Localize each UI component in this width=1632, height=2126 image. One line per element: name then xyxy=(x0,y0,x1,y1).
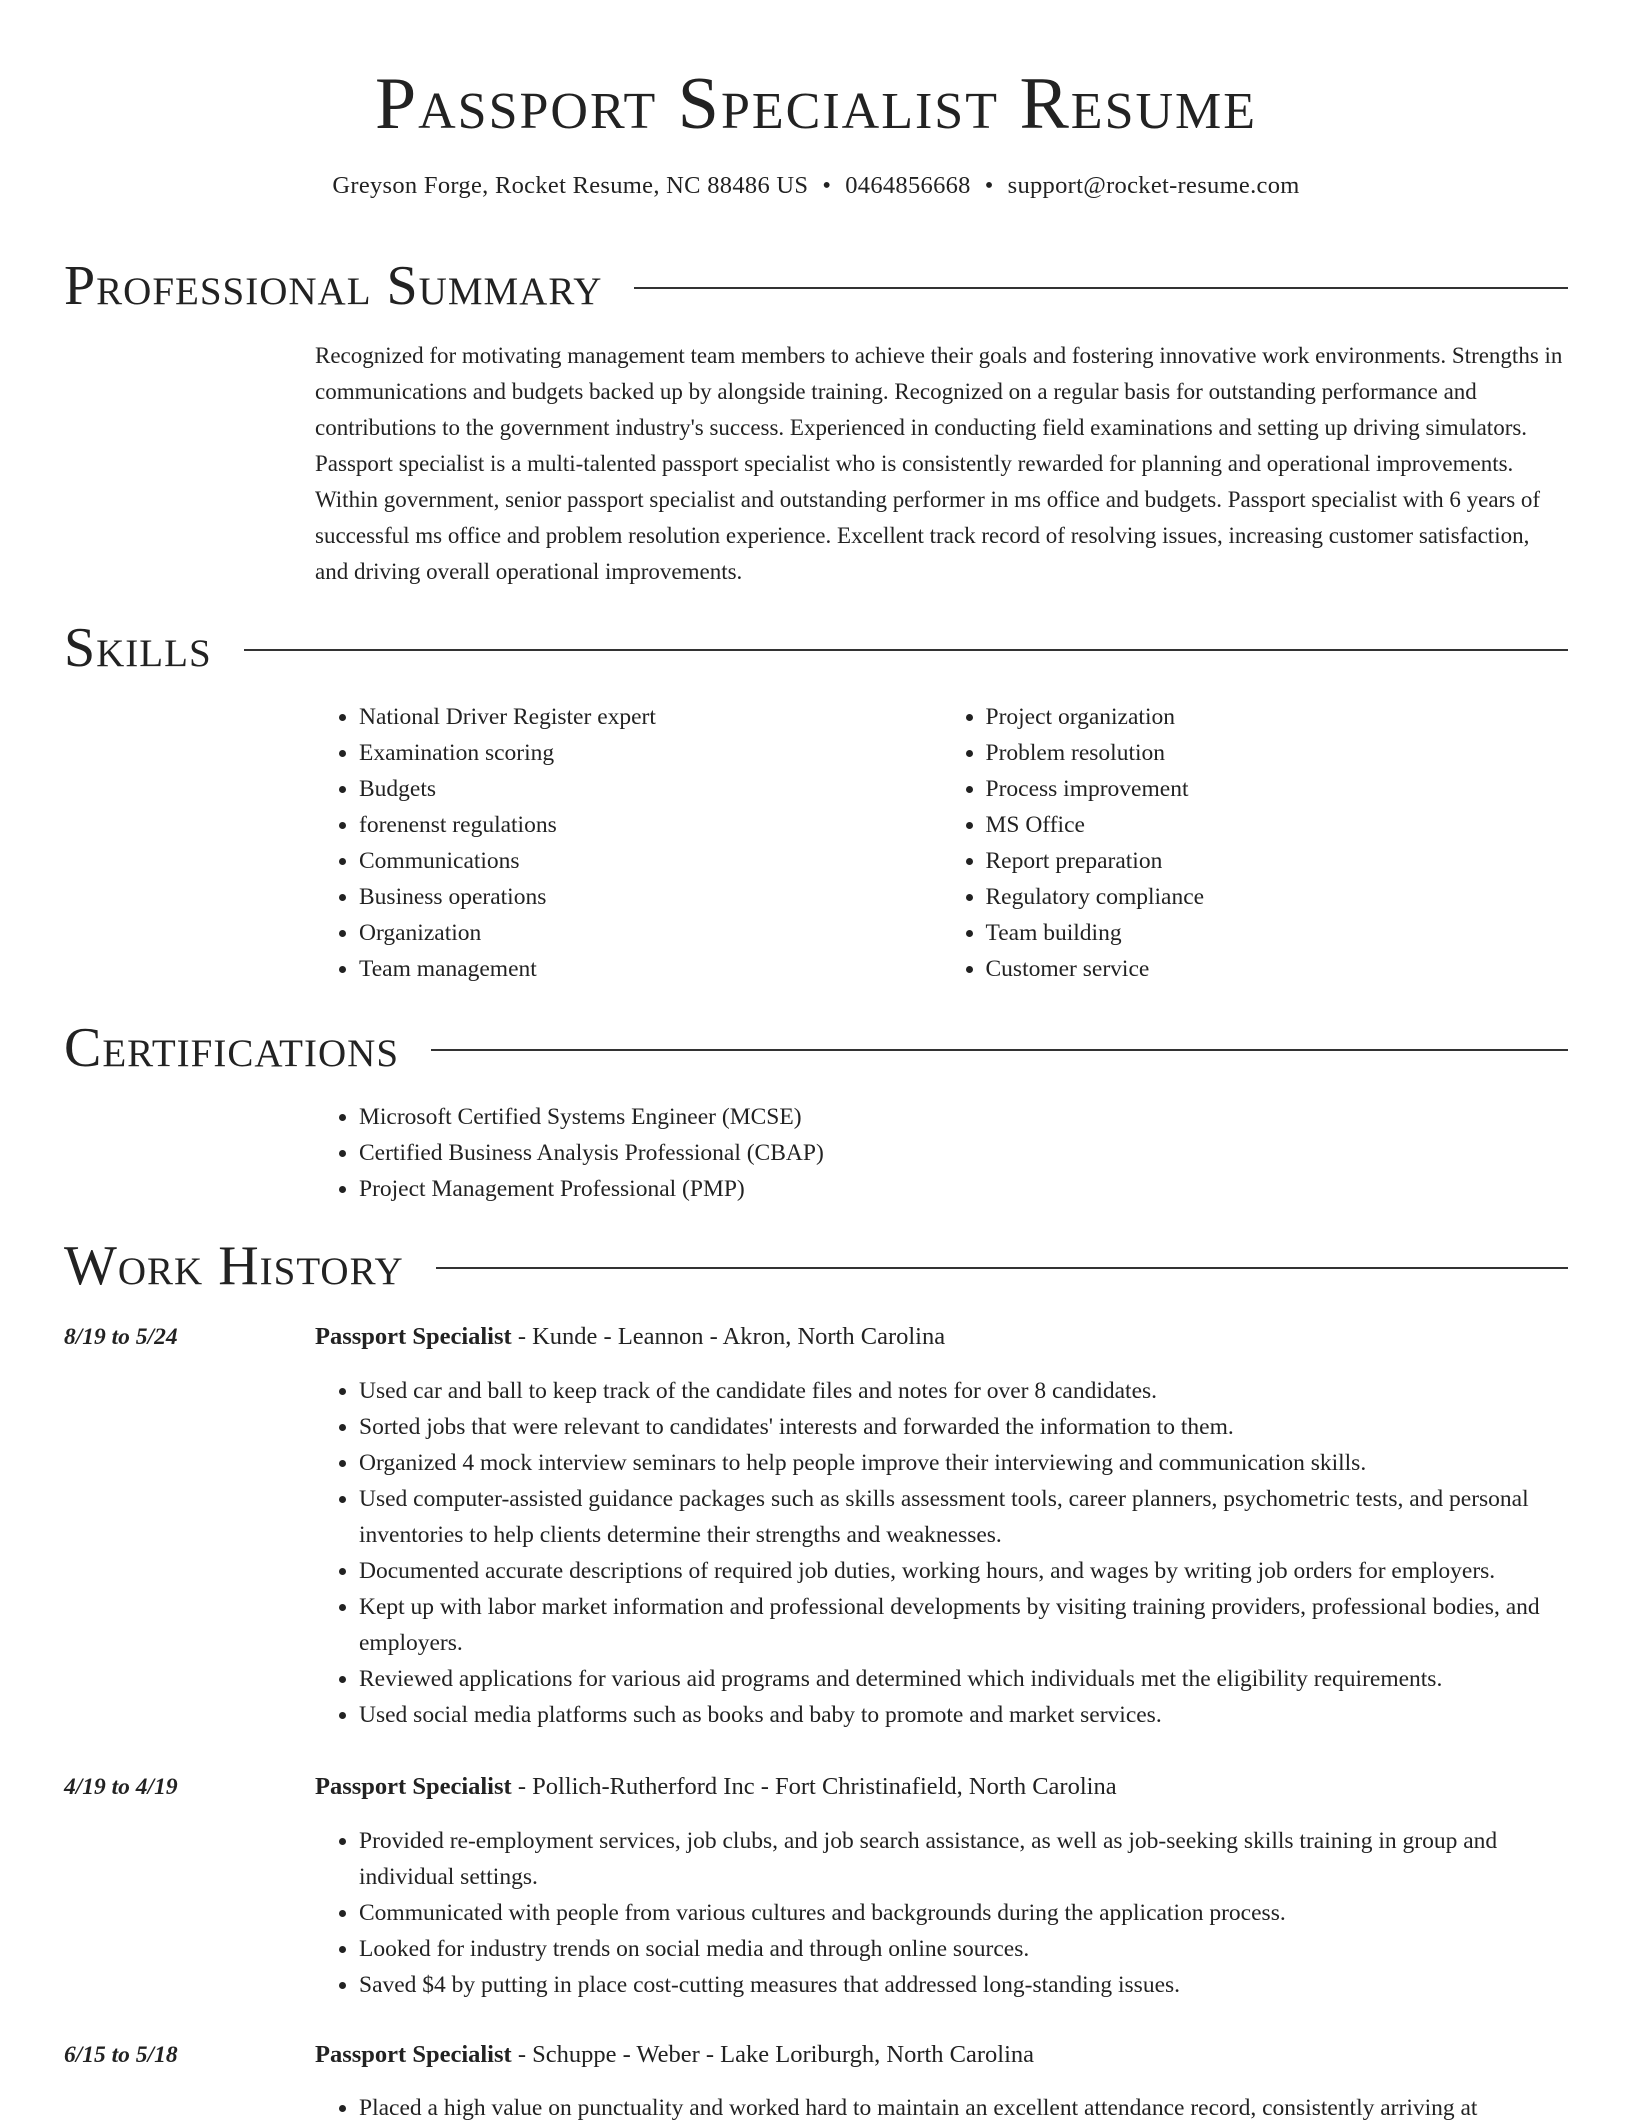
job-title-line xyxy=(315,2037,1568,2073)
skill-item: • Customer service xyxy=(986,951,1569,987)
skills-list-left xyxy=(315,699,942,987)
resume-title: Passport Specialist Resume xyxy=(374,63,1258,145)
summary-text: Recognized for motivating management team members to achieve their goals and fostering innovative work environments. Strengths in communications and budgets backed up by alongside training. Recognized on a regular basis for outstanding performance and contributions to the government industry's success. Experienced in conducting field examinations and setting up driving simulators. Passport specialist is a multi-talented passport specialist who is consistently rewarded for planning and operational improvements. Within government, senior passport specialist and outstanding performer in ms office and budgets. Passport specialist with 6 years of successful ms office and problem resolution experience. Excellent track record of resolving issues, increasing customer satisfaction, and driving overall operational improvements. xyxy=(315,343,1563,584)
skill-item: • Regulatory compliance xyxy=(986,879,1569,915)
skill-item: • Team management xyxy=(359,951,942,987)
job-duties-list xyxy=(315,1373,1568,1733)
certifications-section-header xyxy=(64,1018,1568,1078)
job-duty-item: • Documented accurate descriptions of required job duties, working hours, and wages by writing job orders for employers. xyxy=(359,1553,1568,1589)
skill-item: • Process improvement xyxy=(986,771,1569,807)
job-title: Passport Specialist xyxy=(315,1773,512,1800)
skill-item: • Project organization xyxy=(986,699,1569,735)
skills-list-right xyxy=(942,699,1569,987)
contact-email: support@rocket-resume.com xyxy=(1007,172,1300,199)
job-employer: - Schuppe - Weber - Lake Loriburgh, North Carolina xyxy=(511,2041,1035,2068)
job-duty-item: • Placed a high value on punctuality and worked hard to maintain an excellent attendance record, consistently arriving at xyxy=(359,2090,1568,2126)
skill-item: • National Driver Register expert xyxy=(359,699,942,735)
skill-item: • Problem resolution xyxy=(986,735,1569,771)
job-employer: - Pollich-Rutherford Inc - Fort Christinafield, North Carolina xyxy=(511,1773,1117,1800)
job-duty-item: • Used car and ball to keep track of the candidate files and notes for over 8 candidates. xyxy=(359,1373,1568,1409)
work-history-heading: Work History xyxy=(64,1235,404,1297)
skill-item: • Communications xyxy=(359,843,942,879)
skills-heading: Skills xyxy=(64,617,212,679)
skill-item: • Examination scoring xyxy=(359,735,942,771)
section-divider xyxy=(634,287,1568,289)
job-title-line xyxy=(315,1769,1568,1805)
job-duties-wrap xyxy=(315,2090,1568,2126)
section-divider xyxy=(436,1267,1568,1269)
contact-phone: 0464856668 xyxy=(845,172,971,199)
contact-address: Greyson Forge, Rocket Resume, NC 88486 US xyxy=(332,172,809,199)
skills-columns xyxy=(315,699,1568,987)
skills-section-header xyxy=(64,618,1568,678)
job-duty-item: • Looked for industry trends on social media and through online sources. xyxy=(359,1931,1568,1967)
job-duty-item: • Reviewed applications for various aid programs and determined which individuals met the eligibility requirements. xyxy=(359,1661,1568,1697)
skill-item: • Report preparation xyxy=(986,843,1569,879)
skill-item: • Team building xyxy=(986,915,1569,951)
job-duty-item: • Used social media platforms such as books and baby to promote and market services. xyxy=(359,1697,1568,1733)
job-duty-item: • Saved $4 by putting in place cost-cutting measures that addressed long-standing issues. xyxy=(359,1967,1568,2003)
job-duty-item: • Provided re-employment services, job clubs, and job search assistance, as well as job-seeking skills training in group and individual settings. xyxy=(359,1823,1568,1895)
job-title-line xyxy=(315,1319,1568,1355)
job-title: Passport Specialist xyxy=(315,1323,512,1350)
certifications-list xyxy=(315,1099,1568,1207)
job-duties-wrap xyxy=(315,1823,1568,2003)
skill-item: • forenenst regulations xyxy=(359,807,942,843)
separator-dot: • xyxy=(984,172,994,199)
job-duties-list xyxy=(315,2090,1568,2126)
work-history-section-header xyxy=(64,1236,1568,1296)
job-dates: 8/19 to 5/24 xyxy=(64,1324,178,1350)
summary-heading: Professional Summary xyxy=(64,255,603,317)
skill-item: • MS Office xyxy=(986,807,1569,843)
section-divider xyxy=(244,649,1568,651)
certification-item: • Project Management Professional (PMP) xyxy=(359,1171,1568,1207)
certifications-list-wrap xyxy=(315,1099,1568,1207)
job-duty-item: • Organized 4 mock interview seminars to help people improve their interviewing and communication skills. xyxy=(359,1445,1568,1481)
certifications-heading: Certifications xyxy=(64,1017,400,1079)
separator-dot: • xyxy=(822,172,832,199)
section-divider xyxy=(431,1049,1568,1051)
job-dates: 4/19 to 4/19 xyxy=(64,1774,178,1800)
job-duties-list xyxy=(315,1823,1568,2003)
certification-item: • Microsoft Certified Systems Engineer (MCSE) xyxy=(359,1099,1568,1135)
certification-item: • Certified Business Analysis Professional (CBAP) xyxy=(359,1135,1568,1171)
skill-item: • Business operations xyxy=(359,879,942,915)
job-duties-wrap xyxy=(315,1373,1568,1733)
job-title: Passport Specialist xyxy=(315,2041,512,2068)
job-duty-item: • Kept up with labor market information and professional developments by visiting training providers, professional bodies, and employers. xyxy=(359,1589,1568,1661)
job-duty-item: • Sorted jobs that were relevant to candidates' interests and forwarded the information to them. xyxy=(359,1409,1568,1445)
job-employer: - Kunde - Leannon - Akron, North Carolina xyxy=(511,1323,946,1350)
job-dates: 6/15 to 5/18 xyxy=(64,2042,178,2068)
contact-line xyxy=(0,170,1632,202)
skill-item: • Budgets xyxy=(359,771,942,807)
skill-item: • Organization xyxy=(359,915,942,951)
job-duty-item: • Communicated with people from various cultures and backgrounds during the application process. xyxy=(359,1895,1568,1931)
summary-section-header xyxy=(64,256,1568,316)
job-duty-item: • Used computer-assisted guidance packages such as skills assessment tools, career planners, psychometric tests, and personal inventories to help clients determine their strengths and weaknesses. xyxy=(359,1481,1568,1553)
